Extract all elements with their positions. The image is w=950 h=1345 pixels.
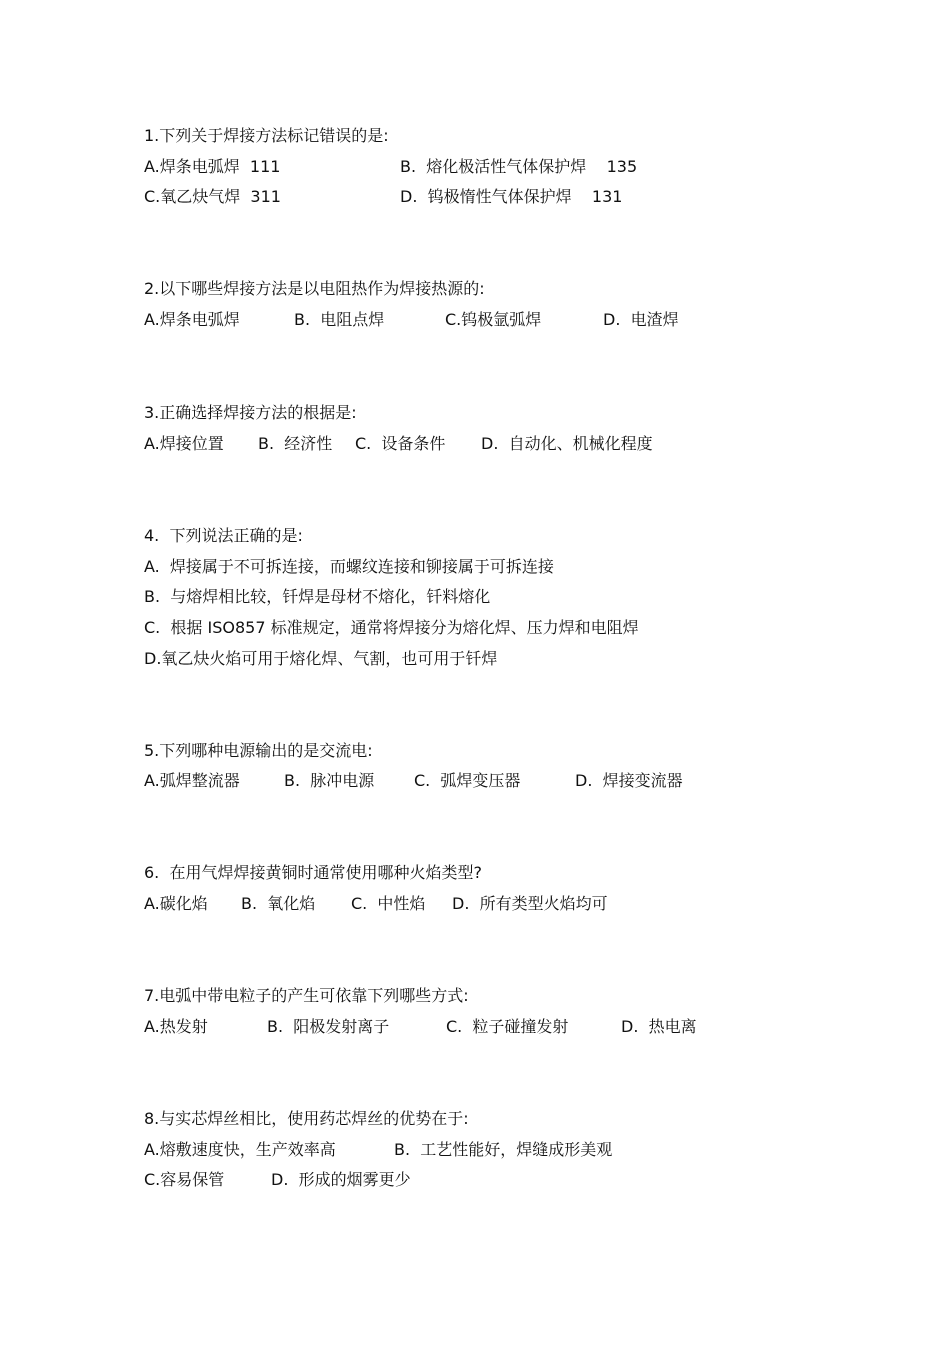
- question-7-stem: 7.电弧中带电粒子的产生可依靠下列哪些方式:: [144, 986, 469, 1005]
- question-6-stem: 6. 在用气焊焊接黄铜时通常使用哪种火焰类型?: [144, 863, 482, 882]
- question-6-option-d: D. 所有类型火焰均可: [452, 894, 608, 913]
- question-5-option-d: D. 焊接变流器: [575, 771, 683, 790]
- question-1-option-c: C.氧乙炔气焊 311: [144, 187, 281, 206]
- question-3-option-b: B. 经济性: [258, 434, 333, 453]
- question-6-option-a: A.碳化焰: [144, 894, 208, 913]
- question-5-stem: 5.下列哪种电源输出的是交流电:: [144, 741, 373, 760]
- question-6-option-b: B. 氧化焰: [241, 894, 316, 913]
- question-8-option-d: D. 形成的烟雾更少: [271, 1170, 411, 1189]
- question-2-option-d: D. 电渣焊: [603, 310, 679, 329]
- question-7-option-a: A.热发射: [144, 1017, 208, 1036]
- question-5-option-b: B. 脉冲电源: [284, 771, 375, 790]
- question-7-option-c: C. 粒子碰撞发射: [446, 1017, 569, 1036]
- question-4-option-a: A. 焊接属于不可拆连接，而螺纹连接和铆接属于可拆连接: [144, 557, 554, 576]
- question-1-option-d: D. 钨极惰性气体保护焊 131: [400, 187, 623, 206]
- question-4-option-c: C. 根据 ISO857 标准规定，通常将焊接分为熔化焊、压力焊和电阻焊: [144, 618, 639, 637]
- question-2-option-a: A.焊条电弧焊: [144, 310, 240, 329]
- question-8-option-b: B. 工艺性能好，焊缝成形美观: [394, 1140, 613, 1159]
- question-1-stem: 1.下列关于焊接方法标记错误的是:: [144, 126, 389, 145]
- question-8-option-c: C.容易保管: [144, 1170, 225, 1189]
- question-6-option-c: C. 中性焰: [351, 894, 426, 913]
- question-4-stem: 4. 下列说法正确的是:: [144, 526, 303, 545]
- question-5-option-c: C. 弧焊变压器: [414, 771, 521, 790]
- question-1-option-b: B. 熔化极活性气体保护焊 135: [400, 157, 638, 176]
- question-7-option-d: D. 热电离: [621, 1017, 697, 1036]
- question-5-option-a: A.弧焊整流器: [144, 771, 240, 790]
- question-4-option-d: D.氧乙炔火焰可用于熔化焊、气割，也可用于钎焊: [144, 649, 498, 668]
- question-2-option-c: C.钨极氩弧焊: [445, 310, 542, 329]
- question-2-stem: 2.以下哪些焊接方法是以电阻热作为焊接热源的:: [144, 279, 485, 298]
- question-7-option-b: B. 阳极发射离子: [267, 1017, 390, 1036]
- question-2-option-b: B. 电阻点焊: [294, 310, 385, 329]
- question-4-option-b: B. 与熔焊相比较，钎焊是母材不熔化，钎料熔化: [144, 587, 491, 606]
- question-8-option-a: A.熔敷速度快，生产效率高: [144, 1140, 336, 1159]
- question-1-option-a: A.焊条电弧焊 111: [144, 157, 281, 176]
- question-8-stem: 8.与实芯焊丝相比，使用药芯焊丝的优势在于:: [144, 1109, 469, 1128]
- question-3-option-a: A.焊接位置: [144, 434, 224, 453]
- question-3-option-c: C. 设备条件: [355, 434, 446, 453]
- question-3-stem: 3.正确选择焊接方法的根据是:: [144, 403, 357, 422]
- question-3-option-d: D. 自动化、机械化程度: [481, 434, 653, 453]
